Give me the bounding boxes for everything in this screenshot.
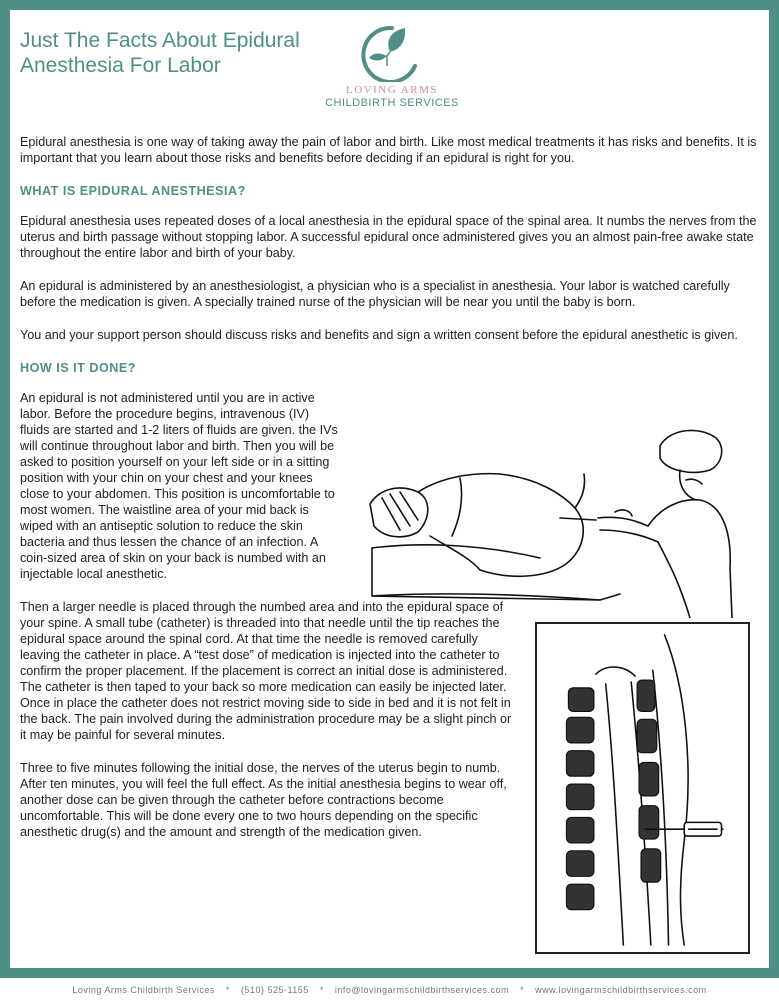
intro-paragraph: Epidural anesthesia is one way of taking away the pain of labor and birth. Like most medical treatments it has risks and benefits. It is important that you learn about those risks and benefits before deciding if an epidural is right for you. xyxy=(20,135,757,165)
what-paragraph-2: An epidural is administered by an anesthesiologist, a physician who is a specialist in anesthesia. Your labor is watched carefully before the medication is given. A specially trained nurse of the physician will be near you until the baby is born. xyxy=(20,279,730,309)
epidural-position-illustration xyxy=(360,408,750,618)
logo-line-2: CHILDBIRTH SERVICES xyxy=(325,97,459,109)
logo-line-1: LOVING ARMS xyxy=(346,84,438,96)
how-paragraph-1: An epidural is not administered until you are in active labor. Before the procedure begins, intravenous (IV) fluids are started and 1-2 liters of fluids are given. the IVs will continue throughout labor and birth. Then you will be asked to position yourself on your left side or in a sitting position with your chin on your chest and your knees close to your abdomen. This position is uncomfortable to most women. The waistline area of your mid back is wiped with an antiseptic solution to reduce the skin bacteria and thus lessen the chance of an infection. A coin-sized area of skin on your back is numbed with an injectable local anesthetic. xyxy=(20,391,338,581)
section-heading-what: WHAT IS EPIDURAL ANESTHESIA? xyxy=(20,184,246,198)
footer-name: Loving Arms Childbirth Services xyxy=(72,985,215,995)
footer-separator: * xyxy=(520,985,525,995)
spine-diagram-illustration xyxy=(535,622,750,954)
how-paragraph-2: Then a larger needle is placed through the numbed area and into the epidural space of your spine. A small tube (catheter) is threaded into that needle until the tip reaches the epidural space around the spinal cord. At that time the needle is removed carefully leaving the catheter in place. A “test dose” of medication is injected into the catheter to confirm the proper placement. If the placement is correct an initial dose is administered. The catheter is then taped to your back so more medication can easily be injected later. Once in place the catheter does not restrict moving side to side in bed and it is not felt in the back. The pain involved during the administration procedure may be a slight pinch or it may be painful for several minutes. xyxy=(20,600,512,742)
footer xyxy=(0,985,779,995)
footer-website-link[interactable]: www.lovingarmschildbirthservices.com xyxy=(535,985,707,995)
footer-separator: * xyxy=(319,985,324,995)
logo xyxy=(322,22,462,122)
page xyxy=(10,10,769,968)
page-title: Just The Facts About Epidural Anesthesia For Labor xyxy=(20,29,300,77)
what-paragraph-3: You and your support person should discuss risks and benefits and sign a written consent before the epidural anesthetic is given. xyxy=(20,328,738,342)
footer-phone: (510) 525-1155 xyxy=(240,985,309,995)
footer-email-link[interactable]: info@lovingarmschildbirthservices.com xyxy=(334,985,510,995)
footer-separator: * xyxy=(225,985,230,995)
how-paragraph-3: Three to five minutes following the initial dose, the nerves of the uterus begin to numb. After ten minutes, you will feel the full effect. As the initial anesthesia begins to wear off, another dose can be given through the catheter before contractions become uncomfortable. This will be done every one to two hours depending on the specific anesthetic drug(s) and the amount and strength of the medication given. xyxy=(20,761,507,839)
leaf-logo-icon xyxy=(357,22,427,82)
what-paragraph-1: Epidural anesthesia uses repeated doses of a local anesthesia in the epidural space of the spinal area. It numbs the nerves from the uterus and birth passage without stopping labor. A successful epidural once administered gives you an almost pain-free awake state throughout the entire labor and birth of your baby. xyxy=(20,214,757,260)
section-heading-how: HOW IS IT DONE? xyxy=(20,361,136,375)
